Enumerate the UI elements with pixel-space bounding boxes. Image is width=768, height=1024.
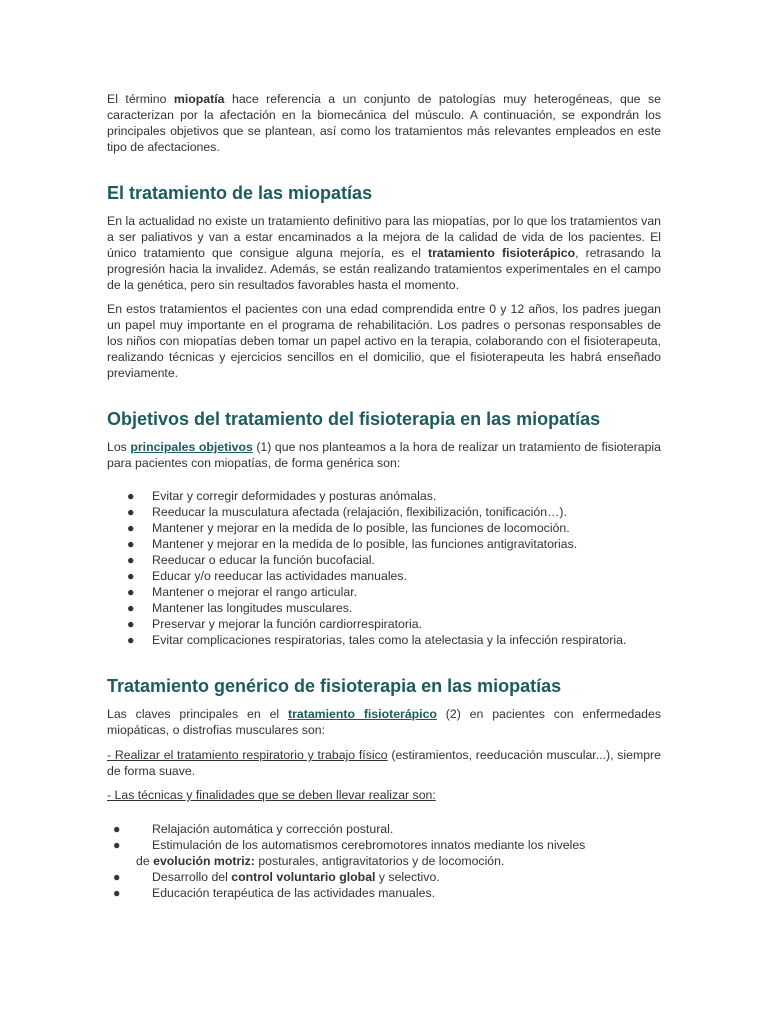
- paragraph: En estos tratamientos el pacientes con una edad comprendida entre 0 y 12 años, los padres juegan un papel muy importante en el programa de rehabilitación. Los padres o personas responsables de los niños con miopatías deben tomar un papel activo en la terapia, colaborando con el fisioterapeuta, realizando técnicas y ejercicios sencillos en el domicilio, que el fisioterapeuta les habrá enseñado previamente.: [107, 302, 661, 380]
- paragraph: [107, 706, 661, 738]
- list-item: [107, 616, 661, 632]
- bullet-icon: ●: [127, 505, 135, 519]
- list-item-continuation: [136, 853, 661, 869]
- paragraph: [107, 213, 661, 293]
- paragraph-text: , retrasando la progresión hacia la invalidez. Además, se están realizando tratamientos experimentales en el campo de la genética, pero sin resultados favorables hasta el momento.: [107, 246, 662, 292]
- intro-paragraph: [107, 91, 661, 155]
- list-item: [107, 520, 661, 536]
- term-miopatia: miopatía: [173, 92, 225, 106]
- list-item: [107, 821, 661, 837]
- list-item: [107, 536, 661, 552]
- paragraph-text: Las claves principales en el: [107, 707, 288, 721]
- list-item: [107, 869, 661, 885]
- list-item-text: posturales, antigravitatorios y de locomoción.: [254, 854, 505, 868]
- list-item: [107, 584, 661, 600]
- paragraph-text: En la actualidad no existe un tratamiento definitivo para las miopatías, por lo que los tratamientos van a ser paliativos y van a estar encaminados a la mejora de la calidad de vida de los pacientes. El único tratamiento que consigue alguna mejoría, es el: [107, 214, 661, 260]
- section-heading: Objetivos del tratamiento del fisioterapia en las miopatías: [107, 409, 601, 429]
- principales-objetivos-link[interactable]: principales objetivos: [130, 440, 253, 454]
- bullet-icon: ●: [127, 617, 135, 631]
- list-item: [107, 632, 661, 648]
- paragraph: [107, 747, 661, 779]
- bullet-icon: ●: [113, 838, 121, 852]
- list-item-text: de: [136, 854, 154, 868]
- emphasis: control voluntario global: [231, 870, 376, 884]
- paragraph: [107, 787, 661, 803]
- emphasis: evolución motriz:: [153, 854, 255, 868]
- bullet-icon: ●: [113, 886, 121, 900]
- section-heading: Tratamiento genérico de fisioterapia en las miopatías: [107, 676, 562, 696]
- bullet-icon: ●: [127, 489, 135, 503]
- list-item-text: Preservar y mejorar la función cardiorrespiratoria.: [152, 617, 422, 631]
- bullet-icon: ●: [127, 521, 135, 535]
- list-item: [107, 488, 661, 504]
- list-item-text: Mantener y mejorar en la medida de lo posible, las funciones de locomoción.: [152, 521, 570, 535]
- list-item-text: Reeducar o educar la función bucofacial.: [152, 553, 375, 567]
- list-item: [107, 568, 661, 584]
- list-item: [107, 504, 661, 520]
- list-item-text: Estimulación de los automatismos cerebromotores innatos mediante los niveles: [152, 838, 586, 852]
- list-item-text: Evitar complicaciones respiratorias, tales como la atelectasia y la infección respiratoria.: [152, 633, 627, 647]
- techniques-list: [107, 821, 661, 901]
- list-item-text: y selectivo.: [375, 870, 440, 884]
- list-item: [107, 837, 661, 869]
- bullet-icon: ●: [127, 633, 135, 647]
- list-item: [107, 885, 661, 901]
- paragraph: [107, 439, 661, 471]
- objectives-list: [107, 488, 661, 648]
- underlined-text: - Las técnicas y finalidades que se deben llevar realizar son:: [107, 788, 436, 802]
- list-item-text: Mantener las longitudes musculares.: [152, 601, 353, 615]
- list-item-text: Relajación automática y corrección postural.: [152, 822, 394, 836]
- list-item-text: Reeducar la musculatura afectada (relajación, flexibilización, tonificación…).: [152, 505, 567, 519]
- tratamiento-fisioterapico-link[interactable]: tratamiento fisioterápico: [288, 707, 437, 721]
- bullet-icon: ●: [127, 553, 135, 567]
- bullet-icon: ●: [127, 601, 135, 615]
- list-item-text: Mantener y mejorar en la medida de lo posible, las funciones antigravitatorias.: [152, 537, 578, 551]
- list-item-text: Mantener o mejorar el rango articular.: [152, 585, 358, 599]
- bullet-icon: ●: [127, 537, 135, 551]
- list-item-text: Desarrollo del: [152, 870, 232, 884]
- list-item-text: Educar y/o reeducar las actividades manuales.: [152, 569, 407, 583]
- underlined-text: - Realizar el tratamiento respiratorio y trabajo físico: [107, 748, 388, 762]
- bullet-icon: ●: [113, 870, 121, 884]
- list-item: [107, 600, 661, 616]
- list-item: [107, 552, 661, 568]
- intro-text: El término: [107, 92, 174, 106]
- bullet-icon: ●: [113, 822, 121, 836]
- bullet-icon: ●: [127, 585, 135, 599]
- paragraph-text: (2) en pacientes con enfermedades miopáticas, o distrofias musculares son:: [107, 707, 662, 737]
- list-item-text: Educación terapéutica de las actividades manuales.: [152, 886, 436, 900]
- paragraph-text: (1) que nos planteamos a la hora de realizar un tratamiento de fisioterapia para pacientes con miopatías, de forma genérica son:: [107, 440, 661, 470]
- paragraph-text: (estiramientos, reeducación muscular...), siempre de forma suave.: [107, 748, 661, 778]
- emphasis: tratamiento fisioterápico: [427, 246, 576, 260]
- list-item-text: Evitar y corregir deformidades y posturas anómalas.: [152, 489, 437, 503]
- article-body: [107, 91, 661, 901]
- section-heading: El tratamiento de las miopatías: [107, 183, 373, 203]
- bullet-icon: ●: [127, 569, 135, 583]
- paragraph-text: Los: [107, 440, 131, 454]
- intro-text: hace referencia a un conjunto de patologías muy heterogéneas, que se caracterizan por la afectación en la biomecánica del músculo. A continuación, se expondrán los principales objetivos que se plantean, así como los tratamientos más relevantes empleados en este tipo de afectaciones.: [107, 92, 661, 154]
